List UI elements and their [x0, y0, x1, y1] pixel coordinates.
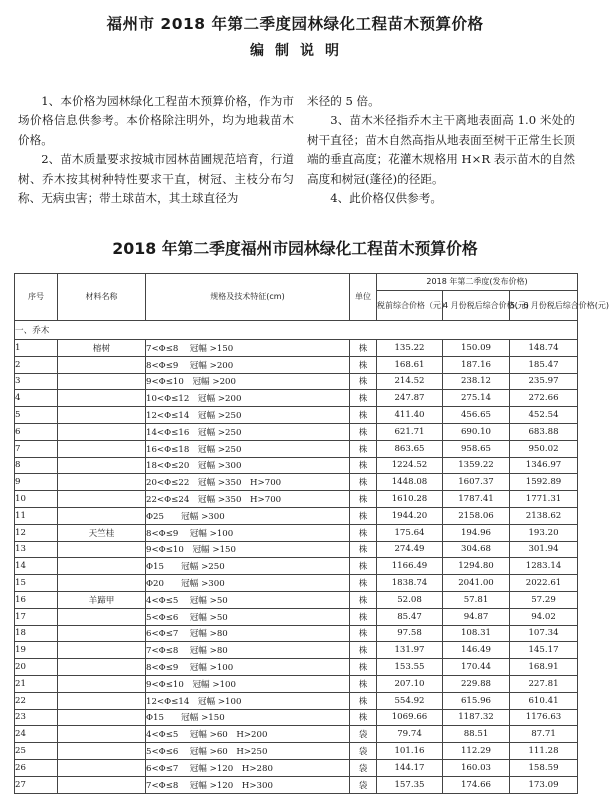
cell-unit: 株	[350, 356, 377, 373]
cell-price-may-june: 94.02	[510, 608, 578, 625]
cell-spec: 8<Φ≤9 冠幅 >100	[146, 524, 350, 541]
cell-price-pretax: 101.16	[377, 743, 443, 760]
cell-price-may-june: 107.34	[510, 625, 578, 642]
table-row	[15, 423, 578, 440]
cell-price-april: 1607.37	[443, 474, 510, 491]
cell-spec: 9<Φ≤10 冠幅 >100	[146, 675, 350, 692]
cell-price-april: 1787.41	[443, 491, 510, 508]
note-paragraph-3: 3、苗木米径指乔木主干离地表面高 1.0 米处的树干直径；苗木自然高指从地表面至树干正常生长顶端的垂直高度；花灌木规格用 H×R 表示苗木的自然高度和树冠(蓬径)的径距。	[307, 113, 575, 186]
cell-unit: 株	[350, 507, 377, 524]
cell-spec: 16<Φ≤18 冠幅 >250	[146, 440, 350, 457]
cell-no: 20	[15, 659, 58, 676]
table-row	[15, 340, 578, 357]
cell-price-april: 160.03	[443, 759, 510, 776]
cell-unit: 株	[350, 423, 377, 440]
cell-no: 23	[15, 709, 58, 726]
cell-material: 羊蹄甲	[58, 591, 146, 608]
header-price-group: 2018 年第二季度(发布价格)	[377, 274, 578, 291]
cell-price-april: 1187.32	[443, 709, 510, 726]
cell-spec: 12<Φ≤14 冠幅 >100	[146, 692, 350, 709]
cell-unit: 株	[350, 591, 377, 608]
table-row	[15, 440, 578, 457]
cell-price-pretax: 135.22	[377, 340, 443, 357]
cell-unit: 袋	[350, 759, 377, 776]
cell-no: 21	[15, 675, 58, 692]
cell-price-may-june: 185.47	[510, 356, 578, 373]
cell-price-pretax: 274.49	[377, 541, 443, 558]
cell-spec: 4<Φ≤5 冠幅 >60 H>200	[146, 726, 350, 743]
cell-price-april: 174.66	[443, 776, 510, 793]
cell-price-pretax: 97.58	[377, 625, 443, 642]
cell-unit: 株	[350, 524, 377, 541]
cell-material	[58, 407, 146, 424]
table-row	[15, 390, 578, 407]
cell-price-may-june: 227.81	[510, 675, 578, 692]
table-row	[15, 726, 578, 743]
table-row	[15, 558, 578, 575]
cell-spec: 7<Φ≤8 冠幅 >120 H>300	[146, 776, 350, 793]
cell-unit: 株	[350, 642, 377, 659]
cell-price-may-june: 1592.89	[510, 474, 578, 491]
cell-no: 4	[15, 390, 58, 407]
cell-unit: 株	[350, 457, 377, 474]
cell-spec: 6<Φ≤7 冠幅 >120 H>280	[146, 759, 350, 776]
cell-material	[58, 675, 146, 692]
cell-spec: 7<Φ≤8 冠幅 >150	[146, 340, 350, 357]
cell-spec: 10<Φ≤12 冠幅 >200	[146, 390, 350, 407]
cell-price-may-june: 301.94	[510, 541, 578, 558]
cell-unit: 株	[350, 575, 377, 592]
cell-no: 16	[15, 591, 58, 608]
cell-no: 19	[15, 642, 58, 659]
cell-unit: 株	[350, 340, 377, 357]
cell-no: 18	[15, 625, 58, 642]
cell-price-pretax: 168.61	[377, 356, 443, 373]
cell-material	[58, 373, 146, 390]
table-row	[15, 524, 578, 541]
table-row	[15, 642, 578, 659]
cell-price-may-june: 168.91	[510, 659, 578, 676]
cell-price-pretax: 1069.66	[377, 709, 443, 726]
cell-price-may-june: 158.59	[510, 759, 578, 776]
notes-left-column	[18, 92, 294, 208]
cell-material	[58, 608, 146, 625]
cell-price-pretax: 157.35	[377, 776, 443, 793]
cell-price-pretax: 1224.52	[377, 457, 443, 474]
cell-spec: 9<Φ≤10 冠幅 >150	[146, 541, 350, 558]
cell-price-april: 456.65	[443, 407, 510, 424]
cell-price-may-june: 610.41	[510, 692, 578, 709]
cell-unit: 袋	[350, 726, 377, 743]
cell-spec: Φ20 冠幅 >300	[146, 575, 350, 592]
cell-price-april: 146.49	[443, 642, 510, 659]
cell-price-april: 108.31	[443, 625, 510, 642]
cell-material: 天竺桂	[58, 524, 146, 541]
cell-price-april: 112.29	[443, 743, 510, 760]
cell-no: 8	[15, 457, 58, 474]
cell-no: 12	[15, 524, 58, 541]
cell-material	[58, 491, 146, 508]
cell-price-pretax: 153.55	[377, 659, 443, 676]
cell-no: 13	[15, 541, 58, 558]
cell-no: 5	[15, 407, 58, 424]
cell-unit: 株	[350, 390, 377, 407]
table-row	[15, 659, 578, 676]
cell-material	[58, 390, 146, 407]
cell-price-pretax: 52.08	[377, 591, 443, 608]
table-title: 2018 年第二季度福州市园林绿化工程苗木预算价格	[112, 239, 478, 258]
cell-unit: 株	[350, 608, 377, 625]
page-title: 福州市 2018 年第二季度园林绿化工程苗木预算价格	[106, 15, 484, 33]
cell-price-pretax: 1448.08	[377, 474, 443, 491]
cell-spec: 6<Φ≤7 冠幅 >80	[146, 625, 350, 642]
cell-price-may-june: 1283.14	[510, 558, 578, 575]
cell-price-april: 1294.80	[443, 558, 510, 575]
cell-price-pretax: 621.71	[377, 423, 443, 440]
cell-material	[58, 659, 146, 676]
cell-material	[58, 575, 146, 592]
cell-price-april: 1359.22	[443, 457, 510, 474]
cell-spec: 14<Φ≤16 冠幅 >250	[146, 423, 350, 440]
cell-price-april: 2158.06	[443, 507, 510, 524]
table-row	[15, 507, 578, 524]
cell-price-april: 187.16	[443, 356, 510, 373]
cell-price-may-june: 235.97	[510, 373, 578, 390]
cell-material	[58, 692, 146, 709]
cell-material	[58, 743, 146, 760]
cell-spec: 22<Φ≤24 冠幅 >350 H>700	[146, 491, 350, 508]
cell-material	[58, 642, 146, 659]
cell-price-april: 150.09	[443, 340, 510, 357]
cell-no: 17	[15, 608, 58, 625]
table-row	[15, 474, 578, 491]
cell-price-pretax: 1166.49	[377, 558, 443, 575]
cell-spec: 8<Φ≤9 冠幅 >100	[146, 659, 350, 676]
header-no: 序号	[15, 274, 58, 321]
cell-unit: 株	[350, 659, 377, 676]
table-row	[15, 709, 578, 726]
cell-price-pretax: 131.97	[377, 642, 443, 659]
cell-no: 2	[15, 356, 58, 373]
cell-price-april: 2041.00	[443, 575, 510, 592]
cell-price-april: 229.88	[443, 675, 510, 692]
cell-spec: 5<Φ≤6 冠幅 >60 H>250	[146, 743, 350, 760]
header-material: 材料名称	[58, 274, 146, 321]
table-row	[15, 407, 578, 424]
table-row	[15, 608, 578, 625]
table-row	[15, 356, 578, 373]
cell-unit: 株	[350, 558, 377, 575]
cell-price-pretax: 85.47	[377, 608, 443, 625]
cell-no: 9	[15, 474, 58, 491]
cell-price-pretax: 1944.20	[377, 507, 443, 524]
cell-no: 3	[15, 373, 58, 390]
cell-price-may-june: 1176.63	[510, 709, 578, 726]
cell-price-may-june: 2138.62	[510, 507, 578, 524]
cell-price-april: 238.12	[443, 373, 510, 390]
table-row	[15, 759, 578, 776]
cell-unit: 株	[350, 709, 377, 726]
table-row	[15, 743, 578, 760]
table-row	[15, 541, 578, 558]
cell-unit: 株	[350, 625, 377, 642]
cell-material	[58, 726, 146, 743]
cell-material	[58, 625, 146, 642]
cell-price-may-june: 173.09	[510, 776, 578, 793]
header-unit: 单位	[350, 274, 377, 321]
table-row	[15, 373, 578, 390]
cell-price-april: 170.44	[443, 659, 510, 676]
cell-price-may-june: 87.71	[510, 726, 578, 743]
cell-price-pretax: 207.10	[377, 675, 443, 692]
cell-price-pretax: 863.65	[377, 440, 443, 457]
cell-price-may-june: 148.74	[510, 340, 578, 357]
cell-unit: 株	[350, 675, 377, 692]
cell-price-april: 958.65	[443, 440, 510, 457]
cell-material	[58, 776, 146, 793]
cell-no: 24	[15, 726, 58, 743]
cell-price-pretax: 79.74	[377, 726, 443, 743]
cell-price-may-june: 111.28	[510, 743, 578, 760]
cell-spec: 9<Φ≤10 冠幅 >200	[146, 373, 350, 390]
cell-price-may-june: 193.20	[510, 524, 578, 541]
cell-spec: 18<Φ≤20 冠幅 >300	[146, 457, 350, 474]
cell-price-pretax: 214.52	[377, 373, 443, 390]
header-spec: 规格及技术特征(cm)	[146, 274, 350, 321]
notes-right-column	[307, 92, 575, 208]
cell-material	[58, 356, 146, 373]
cell-price-april: 615.96	[443, 692, 510, 709]
cell-material	[58, 541, 146, 558]
cell-price-april: 304.68	[443, 541, 510, 558]
cell-price-pretax: 1838.74	[377, 575, 443, 592]
cell-price-may-june: 57.29	[510, 591, 578, 608]
cell-price-may-june: 272.66	[510, 390, 578, 407]
cell-material	[58, 558, 146, 575]
table-row	[15, 776, 578, 793]
cell-price-pretax: 411.40	[377, 407, 443, 424]
table-row	[15, 692, 578, 709]
cell-spec: Φ15 冠幅 >150	[146, 709, 350, 726]
price-table	[14, 273, 609, 794]
cell-spec: 7<Φ≤8 冠幅 >80	[146, 642, 350, 659]
cell-no: 27	[15, 776, 58, 793]
cell-material	[58, 474, 146, 491]
cell-unit: 株	[350, 692, 377, 709]
cell-material	[58, 457, 146, 474]
cell-material: 榕树	[58, 340, 146, 357]
table-row	[15, 591, 578, 608]
cell-price-may-june: 1771.31	[510, 491, 578, 508]
cell-spec: 12<Φ≤14 冠幅 >250	[146, 407, 350, 424]
cell-price-pretax: 175.64	[377, 524, 443, 541]
cell-no: 15	[15, 575, 58, 592]
cell-spec: Φ15 冠幅 >250	[146, 558, 350, 575]
cell-price-may-june: 683.88	[510, 423, 578, 440]
cell-unit: 株	[350, 373, 377, 390]
note-paragraph-1: 1、本价格为园林绿化工程苗木预算价格，作为市场价格信息供参考。本价格除注明外，均为地栽苗木价格。	[18, 94, 294, 147]
cell-spec: Φ25 冠幅 >300	[146, 507, 350, 524]
cell-spec: 8<Φ≤9 冠幅 >200	[146, 356, 350, 373]
cell-price-april: 194.96	[443, 524, 510, 541]
cell-spec: 4<Φ≤5 冠幅 >50	[146, 591, 350, 608]
table-row	[15, 625, 578, 642]
header-price-may-june: 5、6 月份税后综合价格(元)	[510, 291, 578, 321]
cell-material	[58, 759, 146, 776]
cell-price-pretax: 247.87	[377, 390, 443, 407]
cell-unit: 袋	[350, 743, 377, 760]
cell-no: 1	[15, 340, 58, 357]
cell-price-may-june: 1346.97	[510, 457, 578, 474]
cell-material	[58, 507, 146, 524]
note-paragraph-2-continued: 米径的 5 倍。	[307, 94, 380, 108]
cell-unit: 株	[350, 541, 377, 558]
header-price-april: 4 月份税后综合价格(元)	[443, 291, 510, 321]
cell-spec: 20<Φ≤22 冠幅 >350 H>700	[146, 474, 350, 491]
section-label: 一、乔木	[15, 321, 578, 340]
cell-price-may-june: 145.17	[510, 642, 578, 659]
cell-price-april: 88.51	[443, 726, 510, 743]
cell-price-april: 275.14	[443, 390, 510, 407]
header-price-pretax: 税前综合价格（元）	[377, 291, 443, 321]
cell-no: 14	[15, 558, 58, 575]
cell-unit: 株	[350, 440, 377, 457]
cell-price-pretax: 1610.28	[377, 491, 443, 508]
cell-unit: 株	[350, 474, 377, 491]
cell-no: 10	[15, 491, 58, 508]
cell-price-may-june: 2022.61	[510, 575, 578, 592]
cell-no: 11	[15, 507, 58, 524]
cell-no: 25	[15, 743, 58, 760]
cell-material	[58, 440, 146, 457]
table-row	[15, 457, 578, 474]
table-row	[15, 675, 578, 692]
cell-price-pretax: 144.17	[377, 759, 443, 776]
table-row	[15, 575, 578, 592]
cell-spec: 5<Φ≤6 冠幅 >50	[146, 608, 350, 625]
cell-price-april: 690.10	[443, 423, 510, 440]
note-paragraph-4: 4、此价格仅供参考。	[330, 191, 442, 206]
table-row	[15, 491, 578, 508]
page-subtitle: 编制说明	[250, 43, 350, 59]
cell-material	[58, 709, 146, 726]
cell-price-pretax: 554.92	[377, 692, 443, 709]
cell-material	[58, 423, 146, 440]
cell-unit: 株	[350, 491, 377, 508]
cell-price-may-june: 950.02	[510, 440, 578, 457]
cell-no: 26	[15, 759, 58, 776]
note-paragraph-2: 2、苗木质量要求按城市园林苗圃规范培育，行道树、乔木按其树种特性要求干直，树冠、主枝分布匀称、无病虫害；带土球苗木，其土球直径为	[18, 152, 294, 206]
cell-unit: 株	[350, 407, 377, 424]
cell-unit: 袋	[350, 776, 377, 793]
cell-price-may-june: 452.54	[510, 407, 578, 424]
cell-price-april: 94.87	[443, 608, 510, 625]
cell-no: 7	[15, 440, 58, 457]
cell-no: 6	[15, 423, 58, 440]
cell-price-april: 57.81	[443, 591, 510, 608]
cell-no: 22	[15, 692, 58, 709]
